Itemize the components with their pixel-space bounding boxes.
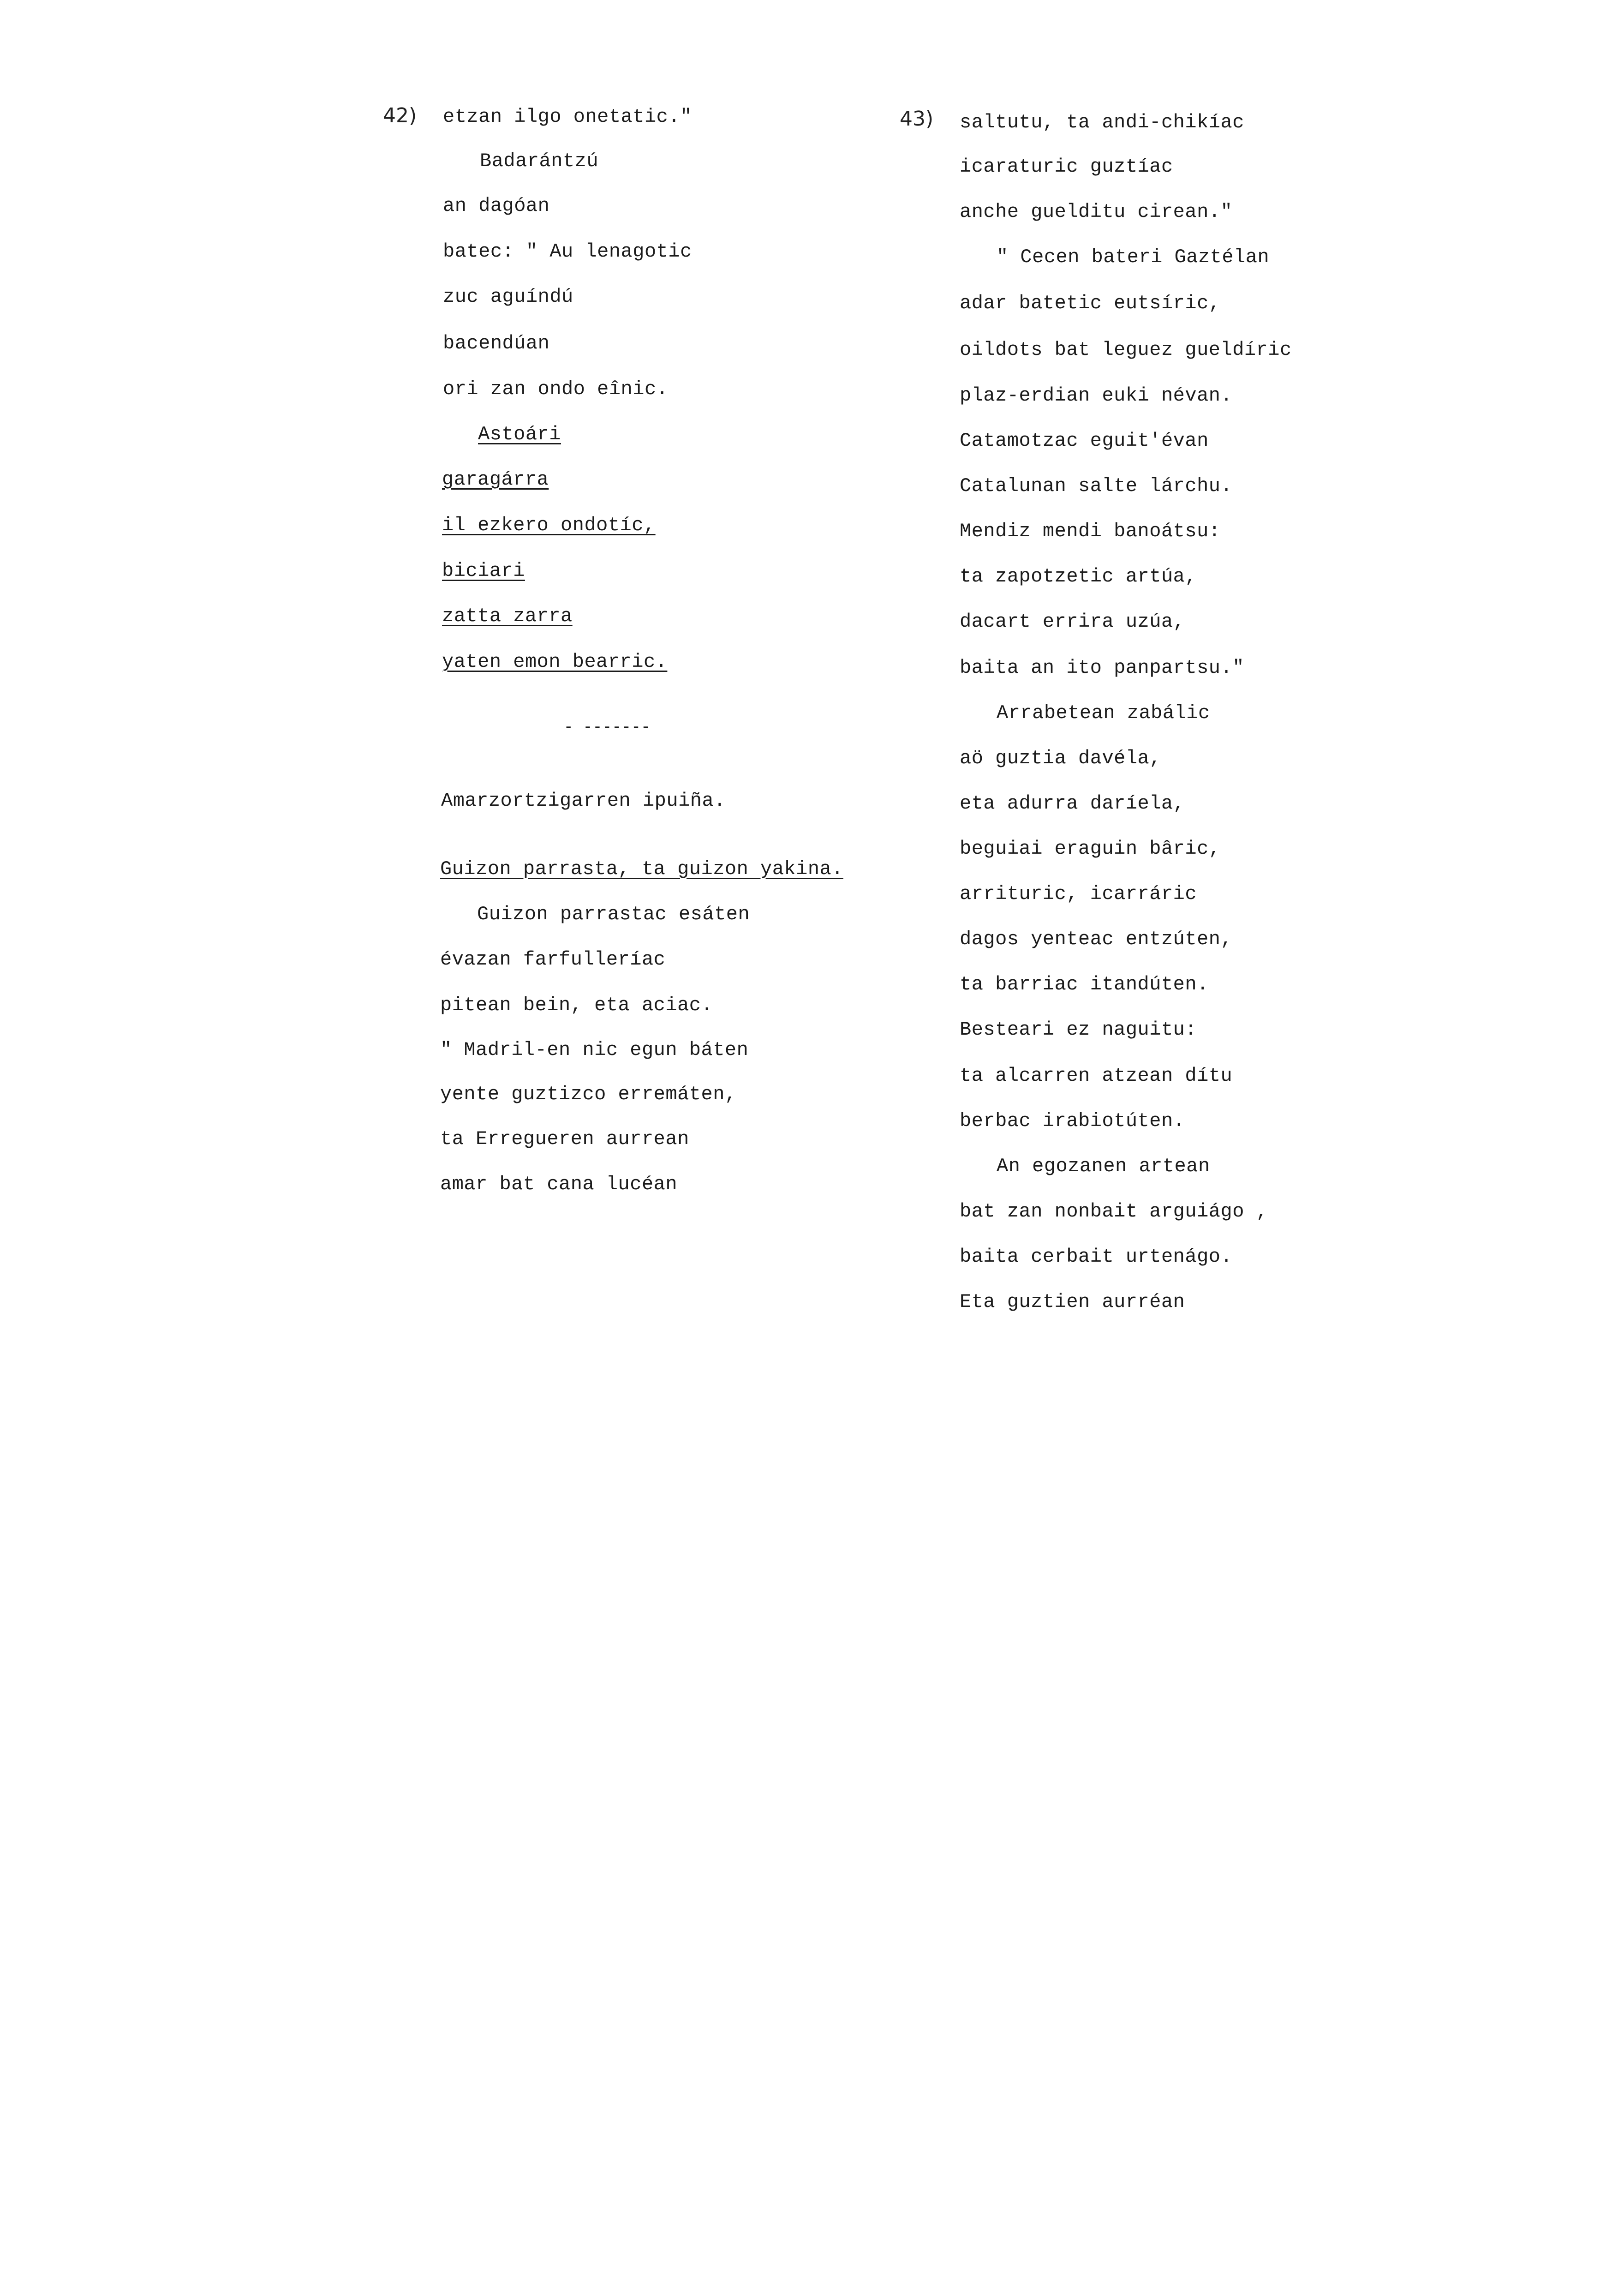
verse-line: ta barriac itandúten.	[960, 973, 1209, 995]
verse-line: eta adurra daríela,	[960, 792, 1185, 815]
verse-line: arrituric, icarráric	[960, 883, 1197, 905]
verse-line: ta alcarren atzean dítu	[960, 1065, 1233, 1087]
story-line: évazan farfulleríac	[440, 948, 666, 971]
verse-line: ori zan ondo eînic.	[443, 378, 669, 400]
verse-line: bacendúan	[443, 332, 550, 354]
story-line: " Madril-en nic egun báten	[440, 1039, 749, 1061]
verse-line: icaraturic guztíac	[960, 156, 1173, 178]
verse-line-underlined: yaten emon bearric.	[442, 651, 668, 673]
verse-line: Eta guztien aurréan	[960, 1291, 1185, 1313]
verse-line-underlined: il ezkero ondotíc,	[442, 514, 656, 536]
verse-line: an dagóan	[443, 195, 550, 217]
verse-line: saltutu, ta andi-chikíac	[960, 111, 1244, 133]
verse-line: Besteari ez naguitu:	[960, 1019, 1197, 1041]
verse-line: berbac irabiotúten.	[960, 1110, 1185, 1132]
verse-line: ta zapotzetic artúa,	[960, 565, 1197, 587]
verse-line-underlined: garagárra	[442, 468, 549, 491]
verse-line: baita cerbait urtenágo.	[960, 1246, 1233, 1268]
story-title: Guizon parrasta, ta guizon yakina.	[440, 858, 843, 880]
page-number-42: 42)	[383, 104, 417, 127]
verse-line: anche guelditu cirean."	[960, 201, 1233, 223]
story-line: Guizon parrastac esáten	[477, 903, 750, 925]
page-number-43: 43)	[900, 107, 934, 131]
story-line: amar bat cana lucéan	[440, 1173, 678, 1195]
verse-line-underlined: Astoári	[478, 423, 561, 445]
verse-line: plaz-erdian euki névan.	[960, 384, 1233, 407]
verse-line: etzan ilgo onetatic."	[443, 106, 692, 128]
story-line: yente guztizco erremáten,	[440, 1083, 737, 1105]
verse-line: zuc aguíndú	[443, 286, 573, 308]
verse-line: dacart errira uzúa,	[960, 611, 1185, 633]
verse-line: adar batetic eutsíric,	[960, 292, 1221, 314]
verse-line-underlined: zatta zarra	[442, 605, 573, 627]
verse-line: Catalunan salte lárchu.	[960, 475, 1233, 497]
story-line: ta Erregueren aurrean	[440, 1128, 689, 1150]
verse-line: batec: " Au lenagotic	[443, 240, 692, 263]
verse-line: Arrabetean zabálic	[997, 702, 1210, 724]
verse-line: " Cecen bateri Gaztélan	[997, 246, 1270, 268]
verse-line: An egozanen artean	[997, 1155, 1210, 1177]
verse-line: baita an ito panpartsu."	[960, 657, 1244, 679]
verse-line: bat zan nonbait arguiágo ,	[960, 1200, 1268, 1222]
verse-line: aö guztia davéla,	[960, 747, 1161, 769]
section-divider: - -------	[564, 719, 651, 737]
verse-line: oildots bat leguez gueldíric	[960, 339, 1292, 361]
verse-line-underlined: biciari	[442, 560, 525, 582]
verse-line: dagos yenteac entzúten,	[960, 928, 1233, 950]
story-heading: Amarzortzigarren ipuiña.	[441, 790, 726, 812]
story-line: pitean bein, eta aciac.	[440, 994, 713, 1016]
verse-line: Badarántzú	[480, 150, 599, 172]
verse-line: beguiai eraguin bâric,	[960, 838, 1221, 860]
verse-line: Catamotzac eguit'évan	[960, 430, 1209, 452]
verse-line: Mendiz mendi banoátsu:	[960, 520, 1221, 542]
